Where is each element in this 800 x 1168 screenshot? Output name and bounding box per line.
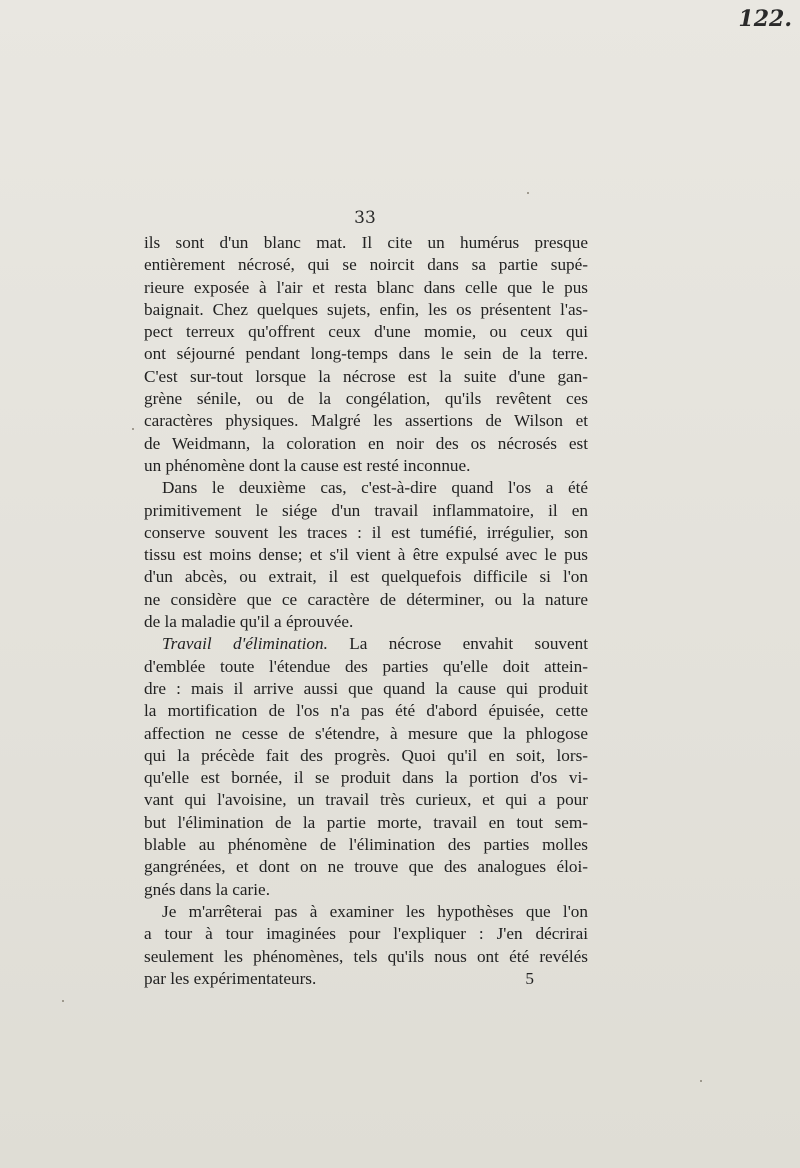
paper-speck — [62, 1000, 64, 1002]
text-line: d'emblée toute l'étendue des parties qu'elle doit attein- — [144, 656, 588, 676]
text-line: tissu est moins dense; et s'il vient à être expulsé avec le pus — [144, 545, 588, 565]
paper-speck — [132, 428, 134, 430]
paragraph-1 — [144, 232, 588, 477]
paragraph-2 — [144, 477, 588, 633]
text-line: entièrement nécrosé, qui se noircit dans sa partie supé- — [144, 255, 588, 275]
paper-speck — [700, 1080, 702, 1082]
text-line: blable au phénomène de l'élimination des parties molles — [144, 835, 588, 855]
folio-number: 122. — [738, 6, 792, 32]
text-line — [144, 633, 588, 655]
text-line: C'est sur-tout lorsque la nécrose est la suite d'une gan- — [144, 366, 588, 386]
last-line — [144, 968, 588, 990]
text-line: ils sont d'un blanc mat. Il cite un humérus presque — [144, 233, 588, 252]
text-line: de la maladie qu'il a éprouvée. — [144, 612, 354, 632]
text-line: de Weidmann, la coloration en noir des os nécrosés est — [144, 433, 588, 453]
text-line: conserve souvent les traces : il est tuméfié, irrégulier, son — [144, 522, 588, 542]
text-line: a tour à tour imaginées pour l'expliquer : J'en décrirai — [144, 924, 588, 944]
text-line: vant qui l'avoisine, un travail très curieux, et qui a pour — [144, 790, 588, 810]
text-line: par les expérimentateurs. — [144, 968, 317, 988]
text-line: baignait. Chez quelques sujets, enfin, les os présentent l'as- — [144, 299, 588, 319]
paragraph-4 — [144, 901, 588, 990]
text-line: but l'élimination de la partie morte, travail en tout sem- — [144, 812, 588, 832]
text-line: primitivement le siége d'un travail inflammatoire, il en — [144, 500, 588, 520]
text-line: dre : mais il arrive aussi que quand la cause qui produit — [144, 678, 588, 698]
paper-speck — [527, 192, 529, 194]
text-line: Je m'arrêterai pas à examiner les hypothèses que l'on — [162, 901, 588, 921]
text-line: seulement les phénomènes, tels qu'ils nous ont été revélés — [144, 946, 588, 966]
text-line: un phénomène dont la cause est resté inconnue. — [144, 455, 471, 475]
text-line: pect terreux qu'offrent ceux d'une momie, ou ceux qui — [144, 322, 588, 342]
text-line: ne considère que ce caractère de déterminer, ou la nature — [144, 589, 588, 609]
page-number: 33 — [354, 208, 376, 228]
text-line: caractères physiques. Malgré les assertions de Wilson et — [144, 411, 588, 431]
text-line: la mortification de l'os n'a pas été d'abord épuisée, cette — [144, 701, 588, 721]
text-line: qu'elle est bornée, il se produit dans la portion d'os vi- — [144, 768, 588, 788]
text-line: gnés dans la carie. — [144, 879, 270, 899]
text-line: Dans le deuxième cas, c'est-à-dire quand l'os a été — [162, 478, 588, 498]
paragraph-3 — [144, 633, 588, 901]
heading-line-rest: La nécrose envahit souvent — [327, 634, 588, 654]
text-line: ont séjourné pendant long-temps dans le sein de la terre. — [144, 344, 588, 364]
signature-mark: 5 — [525, 968, 534, 988]
text-line: d'un abcès, ou extrait, il est quelquefois difficile si l'on — [144, 567, 588, 587]
section-heading: Travail d'élimination. — [162, 634, 328, 654]
text-line: rieure exposée à l'air et resta blanc dans celle que le pus — [144, 277, 588, 297]
text-line: gangrénées, et dont on ne trouve que des analogues éloi- — [144, 857, 588, 877]
body-text — [144, 232, 588, 990]
text-line: grène sénile, ou de la congélation, qu'ils revêtent ces — [144, 389, 588, 409]
text-line: affection ne cesse de s'étendre, à mesure que la phlogose — [144, 723, 588, 743]
text-line: qui la précède fait des progrès. Quoi qu'il en soit, lors- — [144, 745, 588, 765]
